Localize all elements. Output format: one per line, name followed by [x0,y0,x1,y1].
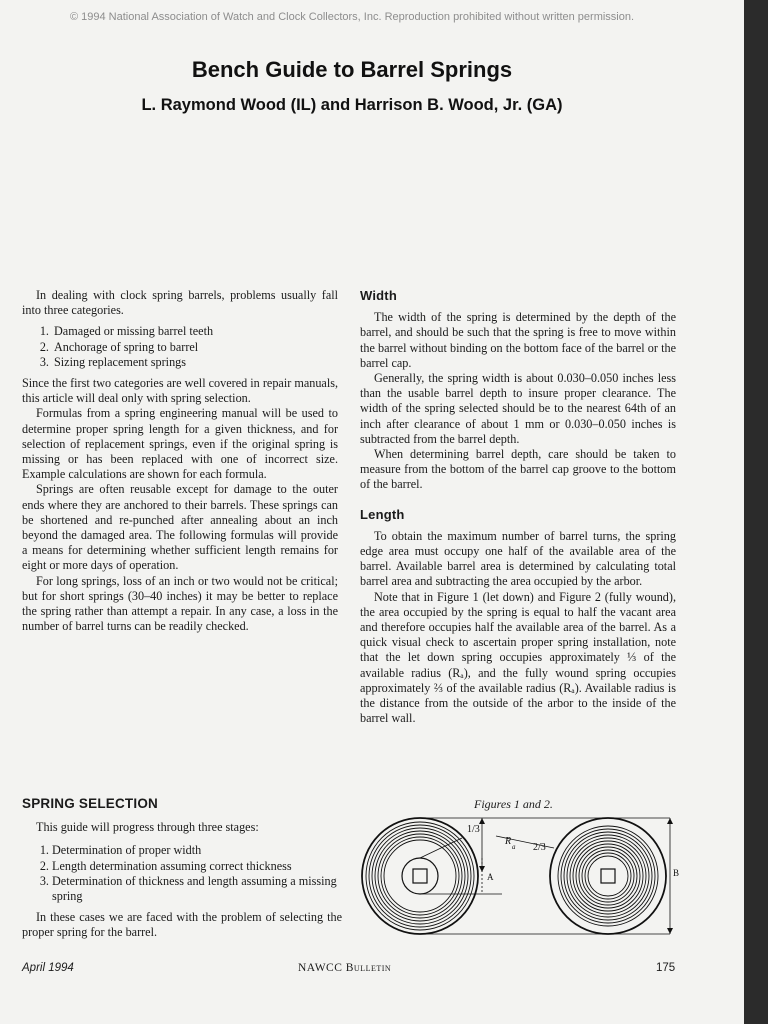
label-radius-subscript: a [512,843,516,851]
paragraph: Generally, the spring width is about 0.030–0.050 inches less than the usable barrel depth to insure proper clearance. The width of the spring selected should be to the nearest 64th of an inch after clearance of about 1 mm or 0.030–0.050 inches is subtracted from the barrel depth. [360,371,676,446]
label-radius: R [505,836,512,847]
paragraph: To obtain the maximum number of barrel turns, the spring edge area must occupy one half of the available area of the barrel. Available barrel area is determined by calculating total barrel area and subtracting the area occupied by the arbor. [360,528,676,589]
footer-journal: NAWCC Bulletin [298,962,392,974]
label-a: A [487,872,494,882]
figure-dimension-lines [420,818,673,934]
article-authors: L. Raymond Wood (IL) and Harrison B. Wood, Jr. (GA) [141,96,563,114]
list-item: 3. Determination of thickness and length assuming a missing spring [52,874,342,904]
footer-date: April 1994 [22,962,74,974]
paragraph: The width of the spring is determined by the depth of the barrel, and should be such that the spring is free to move within the barrel without binding on the bottom face of the barrel or the barrel cap. [360,310,676,370]
article-title: Bench Guide to Barrel Springs [191,57,513,82]
paragraph: Note that in Figure 1 (let down) and Figure 2 (fully wound), the area occupied by the spring is equal to half the vacant area and therefore occupies half the available area of the barrel. As a quick visual check to ascertain proper spring installation, note that the let down spring occupies approximately ⅓ of the available radius (Rₐ), and the fully wound spring occupies approximately ⅔ of the available radius (Rₐ). Available radius is the distance from the outside of the arbor to the inside of the barrel wall. [360,589,676,726]
paragraph: When determining barrel depth, care should be taken to measure from the bottom of the barrel cap groove to the bottom of the barrel. [360,447,676,492]
paragraph: Springs are often reusable except for damage to the outer ends where they are anchored to their barrels. These springs can be shortened and re-punched after annealing about an inch beyond the damaged area. The following formulas will provide a means for determining whether sufficient length remains for eight or more days of operation. [22,482,338,573]
paragraph: Since the first two categories are well covered in repair manuals, this article will deal only with spring selection. [22,376,338,406]
figure-1-let-down [362,818,478,934]
stages-list [22,843,342,904]
figure-2-fully-wound [550,818,666,934]
label-b: B [673,868,680,878]
categories-list [22,324,338,370]
paragraph: For long springs, loss of an inch or two would not be critical; but for short springs (30–40 inches) it may be better to replace the spring rather than attempt a repair. In any case, a loss in the number of barrel turns can be readily checked. [22,573,338,634]
list-item: 2. Length determination assuming correct thickness [52,859,342,874]
length-heading: Length [360,506,405,522]
paragraph: Formulas from a spring engineering manual will be used to determine proper spring length for a given thickness, and for selection of replacement springs, even if the original spring is missing or has been replaced with one of incorrect size. Example calculations are shown for each formula. [22,406,338,482]
figure-caption: Figures 1 and 2. [474,797,553,811]
barrel-spring-figure [334,812,684,952]
intro-paragraph: In dealing with clock spring barrels, problems usually fall into three categories. [22,288,338,318]
copyright-notice: © 1994 National Association of Watch and Clock Collectors, Inc. Reproduction prohibited without written permission. [69,11,635,23]
list-item: 1. Determination of proper width [52,843,342,858]
list-item: 1. Damaged or missing barrel teeth [52,324,338,339]
list-item: 3. Sizing replacement springs [52,355,338,370]
spring-selection-section [22,796,342,941]
label-one-third: 1/3 [467,824,480,835]
left-column [22,288,338,634]
label-two-thirds: 2/3 [533,842,546,853]
right-column [360,288,676,726]
paragraph: In these cases we are faced with the problem of selecting the proper spring for the barrel. [22,910,342,940]
paragraph: This guide will progress through three stages: [36,820,259,835]
list-item: 2. Anchorage of spring to barrel [52,340,338,355]
spring-selection-heading: SPRING SELECTION [22,796,158,811]
width-heading: Width [360,288,397,303]
footer-page-number: 175 [656,962,676,974]
